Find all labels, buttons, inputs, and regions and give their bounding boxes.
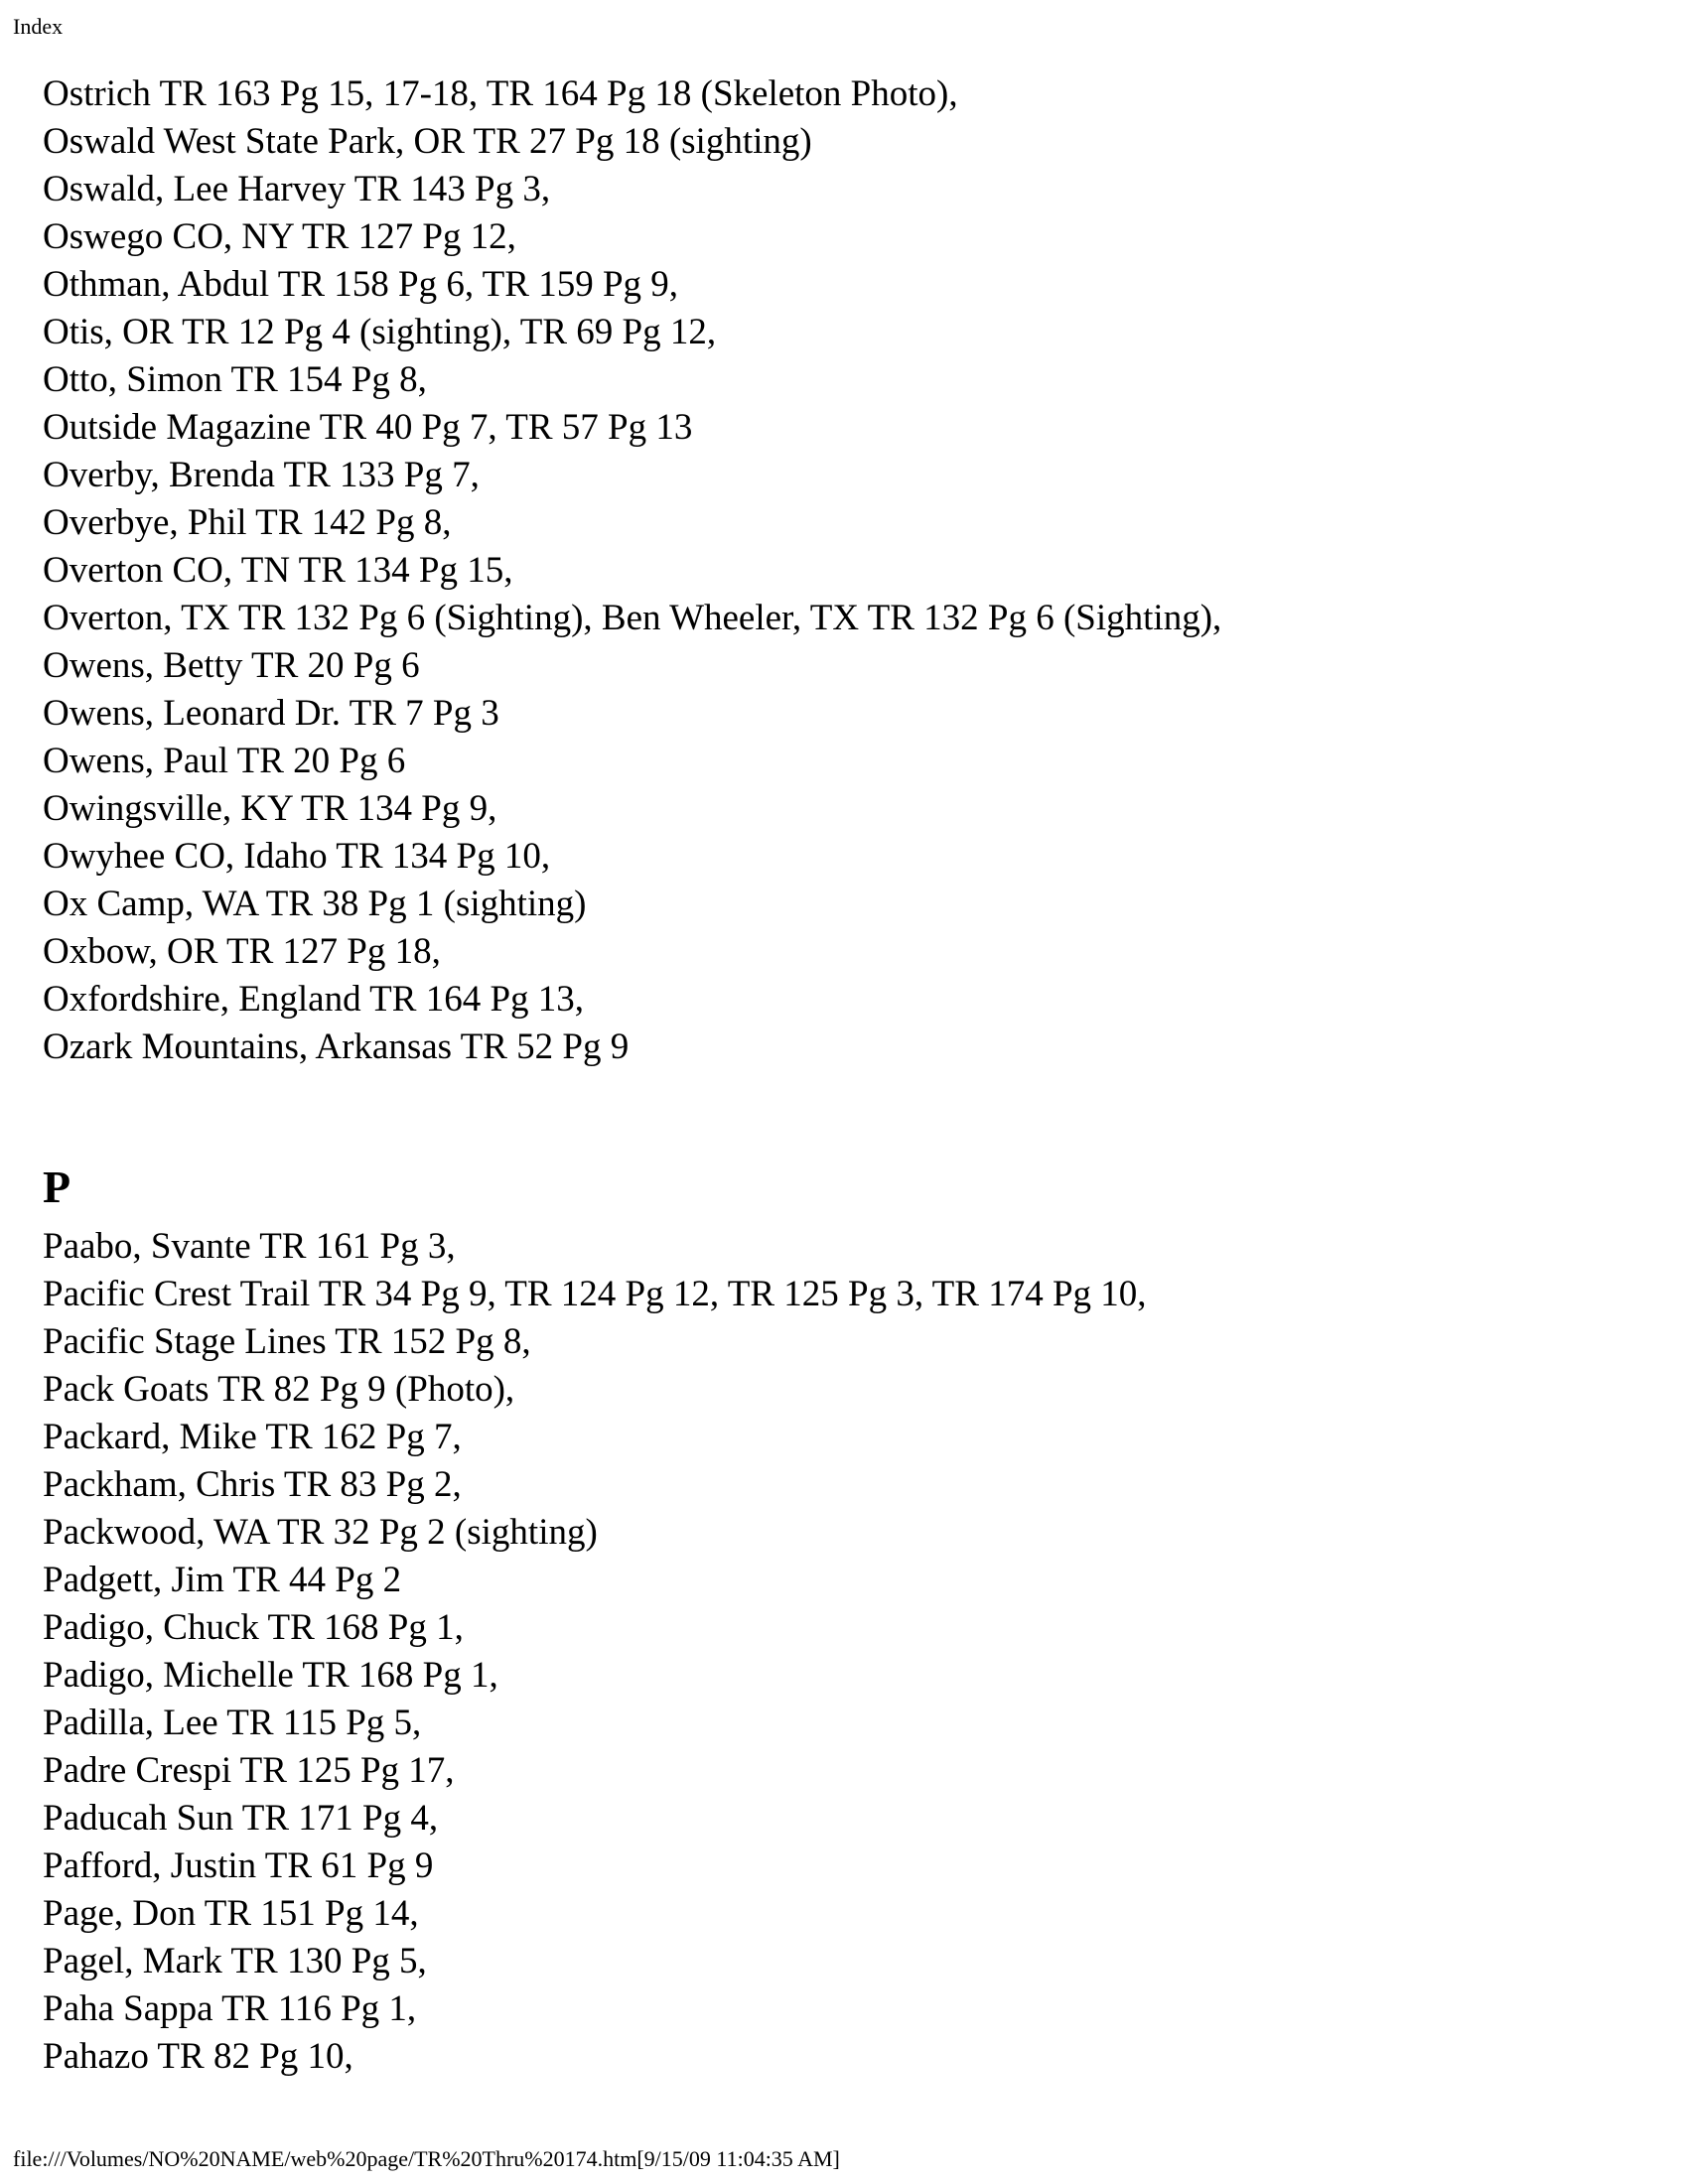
index-entry: Owyhee CO, Idaho TR 134 Pg 10, <box>43 836 551 877</box>
index-entry: Owens, Betty TR 20 Pg 6 <box>43 645 420 686</box>
index-entry: Pahazo TR 82 Pg 10, <box>43 2036 353 2077</box>
index-entry: Oxbow, OR TR 127 Pg 18, <box>43 931 441 972</box>
index-entry: Padigo, Michelle TR 168 Pg 1, <box>43 1655 498 1696</box>
index-entry: Packwood, WA TR 32 Pg 2 (sighting) <box>43 1512 598 1553</box>
index-entry: Paducah Sun TR 171 Pg 4, <box>43 1798 439 1839</box>
index-entry: Owens, Paul TR 20 Pg 6 <box>43 741 406 781</box>
index-entry: Oxfordshire, England TR 164 Pg 13, <box>43 979 585 1020</box>
index-entry: Packham, Chris TR 83 Pg 2, <box>43 1464 462 1505</box>
index-entry: Paha Sappa TR 116 Pg 1, <box>43 1988 417 2029</box>
index-entry: Paabo, Svante TR 161 Pg 3, <box>43 1226 456 1267</box>
index-entry: Padigo, Chuck TR 168 Pg 1, <box>43 1607 464 1648</box>
index-entry: Otto, Simon TR 154 Pg 8, <box>43 359 427 400</box>
page-footer-url: file:///Volumes/NO%20NAME/web%20page/TR%20Thru%20174.htm[9/15/09 11:04:35 AM] <box>13 2146 840 2171</box>
index-entry: Ostrich TR 163 Pg 15, 17-18, TR 164 Pg 18 (Skeleton Photo), <box>43 73 958 114</box>
section-heading-p: P <box>43 1161 71 1212</box>
index-entry: Oswald West State Park, OR TR 27 Pg 18 (sighting) <box>43 121 812 162</box>
index-entry: Pafford, Justin TR 61 Pg 9 <box>43 1845 434 1886</box>
index-entry: Padgett, Jim TR 44 Pg 2 <box>43 1560 402 1600</box>
index-entry: Overby, Brenda TR 133 Pg 7, <box>43 455 480 495</box>
index-list-p <box>43 1223 1631 2081</box>
index-entry: Packard, Mike TR 162 Pg 7, <box>43 1417 462 1457</box>
index-entry: Pack Goats TR 82 Pg 9 (Photo), <box>43 1369 515 1410</box>
index-list-o <box>43 70 1631 1071</box>
index-entry: Oswego CO, NY TR 127 Pg 12, <box>43 216 516 257</box>
index-entry: Overton, TX TR 132 Pg 6 (Sighting), Ben Wheeler, TX TR 132 Pg 6 (Sighting), <box>43 598 1222 638</box>
index-entry: Othman, Abdul TR 158 Pg 6, TR 159 Pg 9, <box>43 264 679 305</box>
page-header-title: Index <box>13 14 64 39</box>
index-entry: Padre Crespi TR 125 Pg 17, <box>43 1750 455 1791</box>
index-entry: Owingsville, KY TR 134 Pg 9, <box>43 788 497 829</box>
index-entry: Pagel, Mark TR 130 Pg 5, <box>43 1941 427 1981</box>
index-entry: Owens, Leonard Dr. TR 7 Pg 3 <box>43 693 499 734</box>
index-entry: Pacific Stage Lines TR 152 Pg 8, <box>43 1321 531 1362</box>
index-entry: Page, Don TR 151 Pg 14, <box>43 1893 419 1934</box>
index-entry: Oswald, Lee Harvey TR 143 Pg 3, <box>43 169 551 209</box>
index-entry: Padilla, Lee TR 115 Pg 5, <box>43 1703 422 1743</box>
index-entry: Otis, OR TR 12 Pg 4 (sighting), TR 69 Pg 12, <box>43 312 717 352</box>
index-entry: Ox Camp, WA TR 38 Pg 1 (sighting) <box>43 884 587 924</box>
index-entry: Pacific Crest Trail TR 34 Pg 9, TR 124 Pg 12, TR 125 Pg 3, TR 174 Pg 10, <box>43 1274 1147 1314</box>
index-entry: Ozark Mountains, Arkansas TR 52 Pg 9 <box>43 1026 630 1067</box>
index-entry: Overton CO, TN TR 134 Pg 15, <box>43 550 513 591</box>
index-entry: Overbye, Phil TR 142 Pg 8, <box>43 502 452 543</box>
index-entry: Outside Magazine TR 40 Pg 7, TR 57 Pg 13 <box>43 407 693 448</box>
